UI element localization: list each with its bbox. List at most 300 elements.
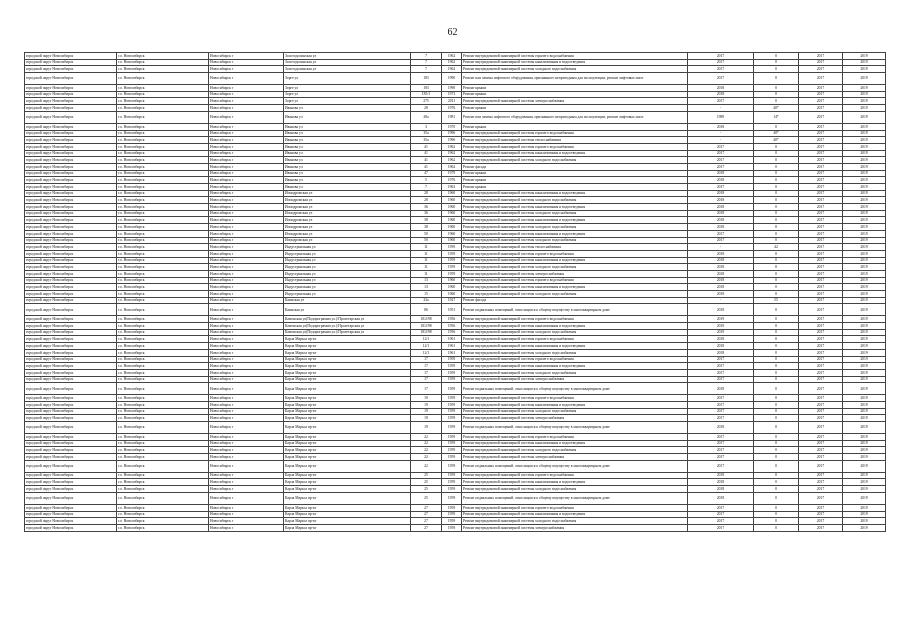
plan-start-year-cell: 2017 <box>799 66 843 73</box>
wear-value-cell: 40* <box>754 130 799 137</box>
house-number-cell: 19 <box>411 395 442 402</box>
wear-value-cell: 0 <box>754 440 799 447</box>
plan-end-year-cell: 2019 <box>843 250 886 257</box>
street-cell: Индустриальная ул <box>284 270 411 277</box>
okrug-cell: городской округ Новосибирск <box>25 329 117 336</box>
house-number-cell: 27 <box>411 518 442 525</box>
wear-value-cell: 40* <box>754 137 799 144</box>
house-number-cell: 27 <box>411 511 442 518</box>
wear-value-cell: 0 <box>754 177 799 184</box>
plan-end-year-cell: 2019 <box>843 150 886 157</box>
city-cell: Новосибирск г <box>209 143 284 150</box>
wear-value-cell: 0 <box>754 91 799 98</box>
okrug-cell: городской округ Новосибирск <box>25 59 117 66</box>
work-type-cell: Ремонт крыши <box>462 177 688 184</box>
house-number-cell: 17 <box>411 363 442 370</box>
okrug-cell: городской округ Новосибирск <box>25 210 117 217</box>
okrug-cell: городской округ Новосибирск <box>25 98 117 105</box>
work-type-cell: Ремонт внутридомовой инженерной системы канализования и водоотведения <box>462 204 688 211</box>
build-year-cell: 1960 <box>442 277 462 284</box>
plan-end-year-cell: 2019 <box>843 264 886 271</box>
build-year-cell: 1962 <box>442 53 462 60</box>
okrug-cell: городской округ Новосибирск <box>25 297 117 304</box>
build-year-cell: 1973 <box>442 91 462 98</box>
okrug-cell: городской округ Новосибирск <box>25 184 117 191</box>
plan-start-year-cell: 2017 <box>799 150 843 157</box>
last-repair-year-cell: 2018 <box>688 304 754 316</box>
street-cell: Ипподромская ул <box>284 210 411 217</box>
table-row <box>25 143 886 150</box>
city-cell: Новосибирск г <box>209 284 284 291</box>
last-repair-year-cell: 2018 <box>688 472 754 479</box>
work-type-cell: Ремонт внутридомовой инженерной системы холодного водоснабжения <box>462 66 688 73</box>
work-type-cell: Ремонт внутридомовой инженерной системы холодного водоснабжения <box>462 197 688 204</box>
street-cell: Иванова ул <box>284 123 411 130</box>
house-number-cell: 15 <box>411 291 442 298</box>
build-year-cell: 1959 <box>442 518 462 525</box>
plan-end-year-cell: 2019 <box>843 277 886 284</box>
last-repair-year-cell: 2017 <box>688 230 754 237</box>
okrug-cell: городской округ Новосибирск <box>25 356 117 363</box>
house-number-cell: 41 <box>411 157 442 164</box>
build-year-cell: 1961 <box>442 343 462 350</box>
city-cell: Новосибирск г <box>209 511 284 518</box>
table-row <box>25 217 886 224</box>
wear-value-cell: 0 <box>754 349 799 356</box>
work-type-cell: Ремонт внутридомовой инженерной системы канализования и водоотведения <box>462 323 688 330</box>
street-cell: Зорге ул <box>284 73 411 85</box>
house-number-cell: 22 <box>411 434 442 441</box>
go-cell: г.о. Новосибирск <box>117 230 209 237</box>
plan-end-year-cell: 2019 <box>843 130 886 137</box>
city-cell: Новосибирск г <box>209 73 284 85</box>
wear-value-cell: 0 <box>754 210 799 217</box>
table-row <box>25 395 886 402</box>
table-row <box>25 277 886 284</box>
city-cell: Новосибирск г <box>209 123 284 130</box>
build-year-cell: 1959 <box>442 363 462 370</box>
last-repair-year-cell: 2017 <box>688 376 754 383</box>
plan-start-year-cell: 2017 <box>799 518 843 525</box>
house-number-cell: 22 <box>411 460 442 472</box>
city-cell: Новосибирск г <box>209 197 284 204</box>
street-cell: Ипподромская ул <box>284 224 411 231</box>
table-row <box>25 111 886 123</box>
house-number-cell: 19 <box>411 422 442 434</box>
house-number-cell: 22 <box>411 440 442 447</box>
work-type-cell: Ремонт внутридомовой инженерной системы канализования и водоотведения <box>462 511 688 518</box>
street-cell: Индустриальная ул <box>284 284 411 291</box>
wear-value-cell: 0 <box>754 66 799 73</box>
plan-end-year-cell: 2019 <box>843 511 886 518</box>
okrug-cell: городской округ Новосибирск <box>25 237 117 244</box>
work-type-cell: Ремонт внутридомовой инженерной системы электроснабжения <box>462 270 688 277</box>
build-year-cell: 1959 <box>442 356 462 363</box>
wear-value-cell: 0 <box>754 511 799 518</box>
build-year-cell: 1956 <box>442 329 462 336</box>
plan-start-year-cell: 2017 <box>799 383 843 395</box>
build-year-cell: 1959 <box>442 395 462 402</box>
table-row <box>25 230 886 237</box>
plan-start-year-cell: 2017 <box>799 472 843 479</box>
work-type-cell: Ремонт фасада <box>462 163 688 170</box>
table-row <box>25 91 886 98</box>
go-cell: г.о. Новосибирск <box>117 150 209 157</box>
plan-end-year-cell: 2019 <box>843 297 886 304</box>
plan-start-year-cell: 2017 <box>799 230 843 237</box>
work-type-cell: Ремонт внутридомовой инженерной системы холодного водоснабжения <box>462 486 688 493</box>
city-cell: Новосибирск г <box>209 237 284 244</box>
plan-start-year-cell: 2017 <box>799 356 843 363</box>
house-number-cell: 17 <box>411 356 442 363</box>
okrug-cell: городской округ Новосибирск <box>25 163 117 170</box>
street-cell: Иванова ул <box>284 157 411 164</box>
table-body <box>25 53 886 532</box>
house-number-cell: 185/1 <box>411 91 442 98</box>
plan-end-year-cell: 2019 <box>843 230 886 237</box>
build-year-cell: 1960 <box>442 217 462 224</box>
last-repair-year-cell: 2019 <box>688 323 754 330</box>
okrug-cell: городской округ Новосибирск <box>25 277 117 284</box>
city-cell: Новосибирск г <box>209 244 284 251</box>
street-cell: Золотодолинская ул <box>284 66 411 73</box>
build-year-cell: 1959 <box>442 376 462 383</box>
work-type-cell: Ремонт крыши <box>462 170 688 177</box>
go-cell: г.о. Новосибирск <box>117 170 209 177</box>
plan-end-year-cell: 2019 <box>843 177 886 184</box>
city-cell: Новосибирск г <box>209 217 284 224</box>
build-year-cell: 1956 <box>442 323 462 330</box>
plan-start-year-cell: 2017 <box>799 479 843 486</box>
work-type-cell: Ремонт внутридомовой инженерной системы горячего водоснабжения <box>462 277 688 284</box>
plan-start-year-cell: 2017 <box>799 170 843 177</box>
table-row <box>25 460 886 472</box>
plan-start-year-cell: 2017 <box>799 244 843 251</box>
last-repair-year-cell: - <box>688 105 754 112</box>
work-type-cell: Ремонт или замена лифтового оборудования, признанного непригодным для эксплуатации, ремонт лифтовых шахт <box>462 73 688 85</box>
go-cell: г.о. Новосибирск <box>117 130 209 137</box>
house-number-cell: 11 <box>411 244 442 251</box>
go-cell: г.о. Новосибирск <box>117 460 209 472</box>
house-number-cell: 18/2/98 <box>411 329 442 336</box>
city-cell: Новосибирск г <box>209 329 284 336</box>
house-number-cell: 27 <box>411 504 442 511</box>
wear-value-cell: 0 <box>754 383 799 395</box>
go-cell: г.о. Новосибирск <box>117 270 209 277</box>
wear-value-cell: 0 <box>754 408 799 415</box>
wear-value-cell: 0 <box>754 518 799 525</box>
plan-end-year-cell: 2019 <box>843 137 886 144</box>
work-type-cell: Ремонт внутридомовой инженерной системы холодного водоснабжения <box>462 224 688 231</box>
table-row <box>25 197 886 204</box>
table-row <box>25 336 886 343</box>
plan-start-year-cell: 2017 <box>799 316 843 323</box>
okrug-cell: городской округ Новосибирск <box>25 224 117 231</box>
plan-start-year-cell: 2017 <box>799 304 843 316</box>
last-repair-year-cell: 2017 <box>688 59 754 66</box>
go-cell: г.о. Новосибирск <box>117 59 209 66</box>
okrug-cell: городской округ Новосибирск <box>25 143 117 150</box>
build-year-cell: 1959 <box>442 486 462 493</box>
build-year-cell: 1959 <box>442 401 462 408</box>
city-cell: Новосибирск г <box>209 323 284 330</box>
last-repair-year-cell: 2017 <box>688 401 754 408</box>
wear-value-cell: 0 <box>754 316 799 323</box>
house-number-cell: 38 <box>411 224 442 231</box>
plan-start-year-cell: 2017 <box>799 460 843 472</box>
go-cell: г.о. Новосибирск <box>117 264 209 271</box>
build-year-cell: 1959 <box>442 434 462 441</box>
okrug-cell: городской округ Новосибирск <box>25 336 117 343</box>
street-cell: Каменская ул(Подпрограмма ул.)/Пролетарская ул <box>284 316 411 323</box>
build-year-cell: 1960 <box>442 224 462 231</box>
last-repair-year-cell: 2017 <box>688 66 754 73</box>
work-type-cell: Ремонт подвальных помещений, относящихся к общему имуществу в многоквартирном доме <box>462 383 688 395</box>
street-cell: Ипподромская ул <box>284 230 411 237</box>
house-number-cell: 11 <box>411 264 442 271</box>
plan-end-year-cell: 2019 <box>843 190 886 197</box>
city-cell: Новосибирск г <box>209 264 284 271</box>
table-row <box>25 73 886 85</box>
plan-end-year-cell: 2019 <box>843 98 886 105</box>
city-cell: Новосибирск г <box>209 479 284 486</box>
work-type-cell: Ремонт крыши <box>462 105 688 112</box>
house-number-cell: 35а <box>411 130 442 137</box>
table-row <box>25 237 886 244</box>
last-repair-year-cell: 2017 <box>688 524 754 531</box>
plan-end-year-cell: 2019 <box>843 53 886 60</box>
plan-end-year-cell: 2019 <box>843 518 886 525</box>
okrug-cell: городской округ Новосибирск <box>25 447 117 454</box>
build-year-cell: 1960 <box>442 237 462 244</box>
last-repair-year-cell: 2017 <box>688 434 754 441</box>
okrug-cell: городской округ Новосибирск <box>25 524 117 531</box>
city-cell: Новосибирск г <box>209 170 284 177</box>
work-type-cell: Ремонт внутридомовой инженерной системы холодного водоснабжения <box>462 291 688 298</box>
wear-value-cell: 0 <box>754 343 799 350</box>
street-cell: Золотодолинская ул <box>284 53 411 60</box>
okrug-cell: городской округ Новосибирск <box>25 440 117 447</box>
house-number-cell: 35а <box>411 137 442 144</box>
street-cell: Зорге ул <box>284 85 411 92</box>
work-type-cell: Ремонт внутридомовой инженерной системы холодного водоснабжения <box>462 210 688 217</box>
city-cell: Новосибирск г <box>209 369 284 376</box>
last-repair-year-cell: 2018 <box>688 197 754 204</box>
okrug-cell: городской округ Новосибирск <box>25 123 117 130</box>
last-repair-year-cell: 2017 <box>688 460 754 472</box>
okrug-cell: городской округ Новосибирск <box>25 150 117 157</box>
build-year-cell: 1961 <box>442 336 462 343</box>
okrug-cell: городской округ Новосибирск <box>25 323 117 330</box>
go-cell: г.о. Новосибирск <box>117 343 209 350</box>
last-repair-year-cell: 2017 <box>688 504 754 511</box>
go-cell: г.о. Новосибирск <box>117 85 209 92</box>
street-cell: Карла Маркса пр-кт <box>284 363 411 370</box>
plan-start-year-cell: 2017 <box>799 486 843 493</box>
table-row <box>25 157 886 164</box>
wear-value-cell: 0 <box>754 447 799 454</box>
plan-end-year-cell: 2019 <box>843 440 886 447</box>
street-cell: Карла Маркса пр-кт <box>284 401 411 408</box>
go-cell: г.о. Новосибирск <box>117 486 209 493</box>
build-year-cell: 1959 <box>442 454 462 461</box>
build-year-cell: 1959 <box>442 244 462 251</box>
plan-start-year-cell: 2017 <box>799 224 843 231</box>
plan-end-year-cell: 2019 <box>843 170 886 177</box>
plan-start-year-cell: 2017 <box>799 123 843 130</box>
wear-value-cell: 0 <box>754 270 799 277</box>
table-row <box>25 383 886 395</box>
table-row <box>25 105 886 112</box>
build-year-cell: 1959 <box>442 472 462 479</box>
table-row <box>25 447 886 454</box>
plan-start-year-cell: 2017 <box>799 323 843 330</box>
plan-end-year-cell: 2019 <box>843 504 886 511</box>
plan-end-year-cell: 2019 <box>843 157 886 164</box>
plan-start-year-cell: 2017 <box>799 284 843 291</box>
go-cell: г.о. Новосибирск <box>117 98 209 105</box>
plan-end-year-cell: 2019 <box>843 524 886 531</box>
table-row <box>25 363 886 370</box>
work-type-cell: Ремонт внутридомовой инженерной системы канализования и водоотведения <box>462 479 688 486</box>
street-cell: Карла Маркса пр-кт <box>284 383 411 395</box>
wear-value-cell: 0 <box>754 204 799 211</box>
build-year-cell: 2011 <box>442 98 462 105</box>
street-cell: Карла Маркса пр-кт <box>284 422 411 434</box>
house-number-cell: 19 <box>411 415 442 422</box>
wear-value-cell: 0 <box>754 184 799 191</box>
house-number-cell: 36 <box>411 210 442 217</box>
go-cell: г.о. Новосибирск <box>117 349 209 356</box>
work-type-cell: Ремонт внутридомовой инженерной системы канализования и водоотведения <box>462 440 688 447</box>
plan-start-year-cell: 2017 <box>799 264 843 271</box>
wear-value-cell: 0 <box>754 157 799 164</box>
table-row <box>25 376 886 383</box>
go-cell: г.о. Новосибирск <box>117 91 209 98</box>
work-type-cell: Ремонт внутридомовой инженерной системы горячего водоснабжения <box>462 472 688 479</box>
table-row <box>25 163 886 170</box>
plan-end-year-cell: 2019 <box>843 363 886 370</box>
work-type-cell: Ремонт внутридомовой инженерной системы канализования и водоотведения <box>462 257 688 264</box>
street-cell: Каинская ул <box>284 297 411 304</box>
plan-start-year-cell: 2017 <box>799 434 843 441</box>
city-cell: Новосибирск г <box>209 447 284 454</box>
street-cell: Иванова ул <box>284 143 411 150</box>
plan-start-year-cell: 2017 <box>799 257 843 264</box>
table-row <box>25 264 886 271</box>
go-cell: г.о. Новосибирск <box>117 479 209 486</box>
plan-end-year-cell: 2019 <box>843 197 886 204</box>
okrug-cell: городской округ Новосибирск <box>25 511 117 518</box>
table-row <box>25 85 886 92</box>
last-repair-year-cell: 2018 <box>688 291 754 298</box>
plan-start-year-cell: 2017 <box>799 217 843 224</box>
work-type-cell: Ремонт внутридомовой инженерной системы горячего водоснабжения <box>462 250 688 257</box>
go-cell: г.о. Новосибирск <box>117 53 209 60</box>
plan-end-year-cell: 2019 <box>843 492 886 504</box>
city-cell: Новосибирск г <box>209 336 284 343</box>
plan-start-year-cell: 2017 <box>799 504 843 511</box>
last-repair-year-cell: 2018 <box>688 85 754 92</box>
work-type-cell: Ремонт внутридомовой инженерной системы холодного водоснабжения <box>462 408 688 415</box>
last-repair-year-cell: 2017 <box>688 150 754 157</box>
city-cell: Новосибирск г <box>209 111 284 123</box>
work-type-cell: Ремонт подвальных помещений, относящихся к общему имуществу в многоквартирном доме <box>462 492 688 504</box>
go-cell: г.о. Новосибирск <box>117 440 209 447</box>
work-type-cell: Ремонт внутридомовой инженерной системы холодного водоснабжения <box>462 237 688 244</box>
table-row <box>25 454 886 461</box>
work-type-cell: Ремонт внутридомовой инженерной системы электроснабжения <box>462 376 688 383</box>
plan-end-year-cell: 2019 <box>843 343 886 350</box>
wear-value-cell: 0 <box>754 479 799 486</box>
wear-value-cell: 0 <box>754 395 799 402</box>
city-cell: Новосибирск г <box>209 316 284 323</box>
work-type-cell: Ремонт крыши <box>462 123 688 130</box>
street-cell: Карла Маркса пр-кт <box>284 356 411 363</box>
build-year-cell: 1962 <box>442 163 462 170</box>
plan-end-year-cell: 2019 <box>843 91 886 98</box>
plan-end-year-cell: 2019 <box>843 284 886 291</box>
house-number-cell: 22 <box>411 454 442 461</box>
table-row <box>25 511 886 518</box>
go-cell: г.о. Новосибирск <box>117 524 209 531</box>
plan-start-year-cell: 2017 <box>799 422 843 434</box>
house-number-cell: 25 <box>411 486 442 493</box>
table-row <box>25 504 886 511</box>
house-number-cell: 18/2/98 <box>411 323 442 330</box>
plan-end-year-cell: 2019 <box>843 336 886 343</box>
go-cell: г.о. Новосибирск <box>117 518 209 525</box>
go-cell: г.о. Новосибирск <box>117 123 209 130</box>
last-repair-year-cell: 1989 <box>688 111 754 123</box>
last-repair-year-cell: 2018 <box>688 217 754 224</box>
build-year-cell: 1979 <box>442 170 462 177</box>
wear-value-cell: 0 <box>754 197 799 204</box>
plan-start-year-cell: 2017 <box>799 85 843 92</box>
house-number-cell: 86 <box>411 304 442 316</box>
build-year-cell: 1927 <box>442 297 462 304</box>
last-repair-year-cell: 2017 <box>688 237 754 244</box>
street-cell: Ипподромская ул <box>284 237 411 244</box>
plan-start-year-cell: 2017 <box>799 336 843 343</box>
street-cell: Иванова ул <box>284 137 411 144</box>
work-type-cell: Ремонт внутридомовой инженерной системы электроснабжения <box>462 524 688 531</box>
table-row <box>25 415 886 422</box>
last-repair-year-cell: 2017 <box>688 408 754 415</box>
go-cell: г.о. Новосибирск <box>117 447 209 454</box>
house-number-cell: 5 <box>411 177 442 184</box>
plan-start-year-cell: 2017 <box>799 376 843 383</box>
city-cell: Новосибирск г <box>209 85 284 92</box>
work-type-cell: Ремонт внутридомовой инженерной системы горячего водоснабжения <box>462 434 688 441</box>
wear-value-cell: 0 <box>754 230 799 237</box>
build-year-cell: 1962 <box>442 59 462 66</box>
okrug-cell: городской округ Новосибирск <box>25 264 117 271</box>
wear-value-cell: 0 <box>754 454 799 461</box>
last-repair-year-cell: 2018 <box>688 210 754 217</box>
city-cell: Новосибирск г <box>209 130 284 137</box>
go-cell: г.о. Новосибирск <box>117 434 209 441</box>
build-year-cell: 1959 <box>442 422 462 434</box>
city-cell: Новосибирск г <box>209 401 284 408</box>
city-cell: Новосибирск г <box>209 270 284 277</box>
plan-start-year-cell: 2017 <box>799 270 843 277</box>
table-row <box>25 440 886 447</box>
house-number-cell: 13 <box>411 277 442 284</box>
street-cell: Иванова ул <box>284 184 411 191</box>
city-cell: Новосибирск г <box>209 415 284 422</box>
wear-value-cell: 0 <box>754 217 799 224</box>
